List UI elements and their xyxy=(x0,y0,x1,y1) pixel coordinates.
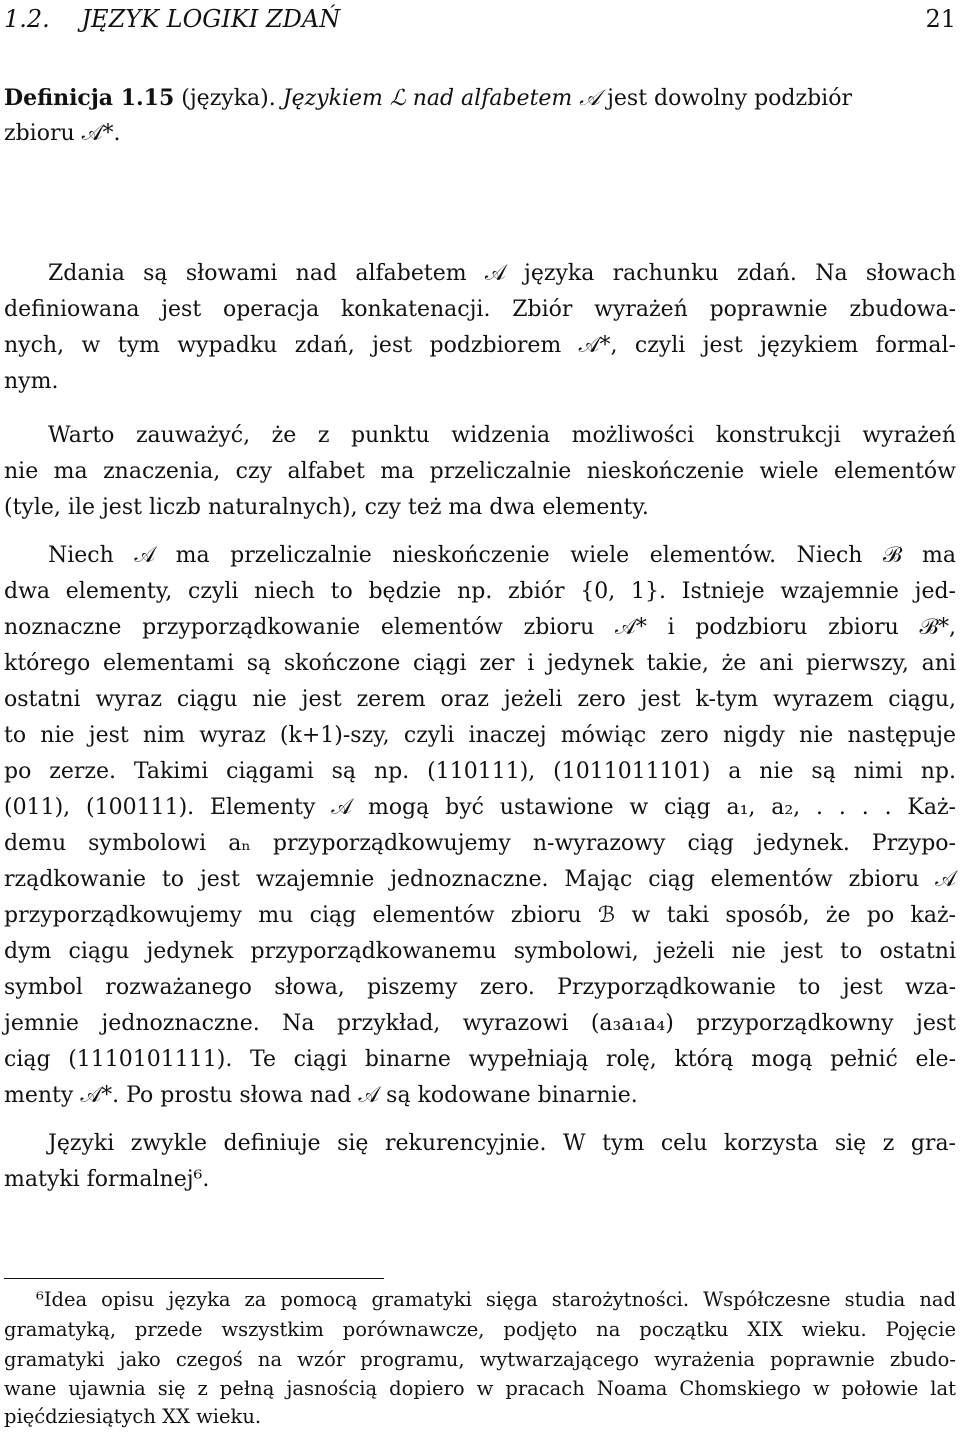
text-line: rządkowanie to jest wzajemnie jednoznaczne. Mając ciąg elementów zbioru 𝒜 xyxy=(4,867,956,892)
definition-term: Definicja 1.15 xyxy=(4,85,175,111)
text-line: po zerze. Takimi ciągami są np. (110111), (1011011101) a nie są nimi np. xyxy=(4,759,956,784)
text-line: jemnie jednoznaczne. Na przykład, wyrazowi (a₃a₁a₄) przyporządkowny jest xyxy=(4,1011,956,1036)
text-line: Niech 𝒜 ma przeliczalnie nieskończenie wiele elementów. Niech ℬ ma xyxy=(48,543,956,568)
text-line: menty 𝒜*. Po prostu słowa nad 𝒜 są kodowane binarnie. xyxy=(4,1083,638,1108)
footnote-line: wane ujawnia się z pełną jasnością dopiero w pracach Noama Chomskiego w połowie lat xyxy=(4,1377,956,1400)
text-line: symbol rozważanego słowa, piszemy zero. Przyporządkowanie to jest wza- xyxy=(4,975,956,1000)
text-line: którego elementami są skończone ciągi zer i jedynek takie, że ani pierwszy, ani xyxy=(4,651,956,676)
footnote-rule xyxy=(4,1278,384,1279)
definition-tail: jest dowolny podzbiór xyxy=(607,86,852,111)
text-line: dym ciągu jedynek przyporządkowanemu symbolowi, jeżeli nie jest to ostatni xyxy=(4,939,956,964)
definition-text: Językiem ℒ nad alfabetem 𝒜 xyxy=(282,86,601,111)
text-line: demu symbolowi aₙ przyporządkowujemy n-wyrazowy ciąg jedynek. Przypo- xyxy=(4,831,956,856)
text-line: nie ma znaczenia, czy alfabet ma przeliczalnie nieskończenie wiele elementów xyxy=(4,459,956,484)
text-line: matyki formalnej⁶. xyxy=(4,1167,210,1192)
footnote-line: pięćdziesiątych XX wieku. xyxy=(4,1405,262,1428)
text-line: Zdania są słowami nad alfabetem 𝒜 języka rachunku zdań. Na słowach xyxy=(48,261,956,286)
section-title: JĘZYK LOGIKI ZDAŃ xyxy=(81,5,341,33)
page-number: 21 xyxy=(925,5,956,33)
footnote-line: ⁶Idea opisu języka za pomocą gramatyki sięga starożytności. Współczesne studia nad xyxy=(36,1288,956,1311)
text-line: ostatni wyraz ciągu nie jest zerem oraz jeżeli zero jest k-tym wyrazem ciągu, xyxy=(4,687,956,712)
running-header xyxy=(4,1,956,37)
text-line: definiowana jest operacja konkatenacji. Zbiór wyrażeń poprawnie zbudowa- xyxy=(4,297,956,322)
text-line: ciąg (1110101111). Te ciągi binarne wypełniają rolę, którą mogą pełnić ele- xyxy=(4,1047,956,1072)
text-line: nych, w tym wypadku zdań, jest podzbiorem 𝒜*, czyli jest językiem formal- xyxy=(4,333,956,358)
definition-line-2: zbioru 𝒜*. xyxy=(4,121,121,146)
text-line: dwa elementy, czyli niech to będzie np. zbiór {0, 1}. Istnieje wzajemnie jed- xyxy=(4,579,956,604)
footnote-line: gramatyką, przede wszystkim porównawcze, podjęto na początku XIX wieku. Pojęcie xyxy=(4,1318,956,1341)
text-line: nym. xyxy=(4,369,59,394)
text-line: (011), (100111). Elementy 𝒜 mogą być ustawione w ciąg a₁, a₂, . . . . Każ- xyxy=(4,795,956,820)
text-line: przyporządkowujemy mu ciąg elementów zbioru ℬ w taki sposób, że po każ- xyxy=(4,903,956,928)
text-line: to nie jest nim wyraz (k+1)-szy, czyli inaczej mówiąc zero nigdy nie następuje xyxy=(4,723,956,748)
footnote-line: gramatyki jako czegoś na wzór programu, wytwarzającego wyrażenia poprawnie zbudo- xyxy=(4,1348,956,1371)
definition-line-1 xyxy=(4,80,956,117)
text-line: Języki zwykle definiuje się rekurencyjnie. W tym celu korzysta się z gra- xyxy=(48,1131,956,1156)
text-line: noznaczne przyporządkowanie elementów zbioru 𝒜* i podzbioru zbioru ℬ*, xyxy=(4,615,956,640)
text-line: Warto zauważyć, że z punktu widzenia możliwości konstrukcji wyrażeń xyxy=(48,423,956,448)
text-line: (tyle, ile jest liczb naturalnych), czy też ma dwa elementy. xyxy=(4,495,649,520)
section-number: 1.2. xyxy=(4,5,50,33)
definition-label: (języka). xyxy=(181,86,276,111)
